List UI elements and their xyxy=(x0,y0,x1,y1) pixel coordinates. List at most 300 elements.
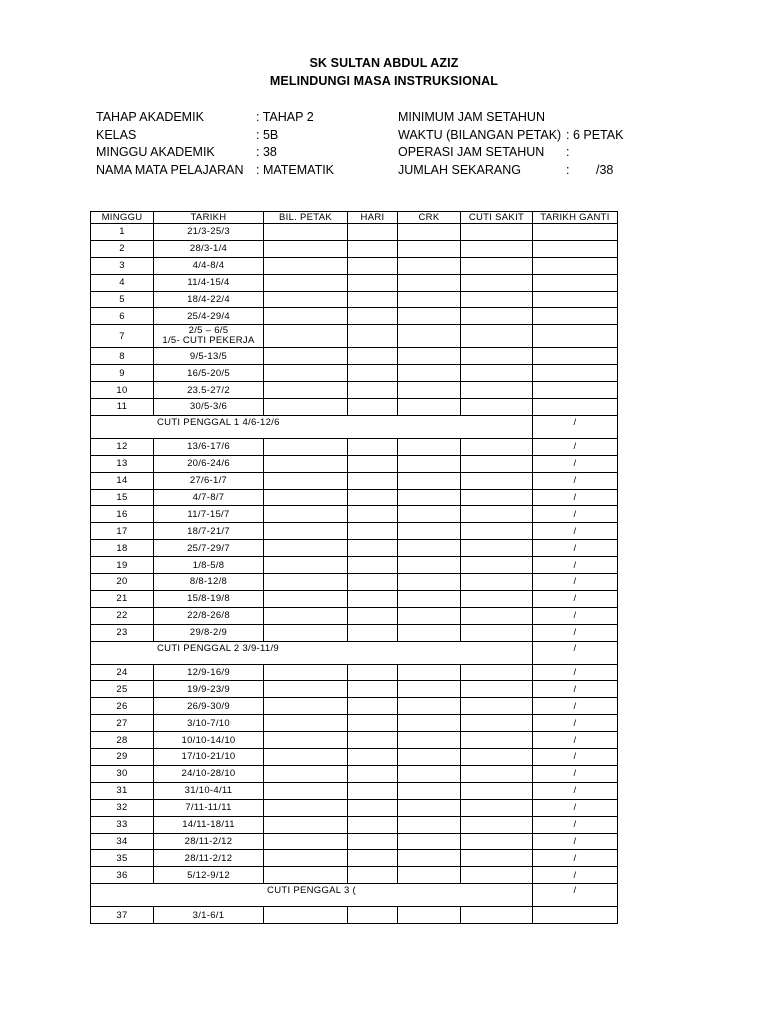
cell-cuti-sakit xyxy=(461,698,533,715)
cell-bil-petak xyxy=(264,523,348,540)
cell-cuti-sakit xyxy=(461,291,533,308)
cell-tarikh-ganti: / xyxy=(533,850,618,867)
cell-cuti-sakit xyxy=(461,325,533,348)
cell-tarikh-ganti xyxy=(533,907,618,924)
column-header-tarikh-ganti: TARIKH GANTI xyxy=(533,212,618,224)
cell-bil-petak xyxy=(264,574,348,591)
cell-minggu: 33 xyxy=(91,816,154,833)
cell-crk xyxy=(398,348,461,365)
cell-minggu: 24 xyxy=(91,664,154,681)
cell-crk xyxy=(398,399,461,416)
cell-tarikh: 9/5-13/5 xyxy=(154,348,264,365)
table-header-row xyxy=(91,212,618,224)
cell-bil-petak xyxy=(264,399,348,416)
cell-tarikh: 19/9-23/9 xyxy=(154,681,264,698)
cell-tarikh: 22/8-26/8 xyxy=(154,607,264,624)
info-row-minggu xyxy=(96,144,656,162)
table-row xyxy=(91,624,618,641)
cell-tarikh-ganti: / xyxy=(533,664,618,681)
cell-bil-petak xyxy=(264,365,348,382)
cell-hari xyxy=(348,749,398,766)
cell-bil-petak xyxy=(264,257,348,274)
table-row xyxy=(91,472,618,489)
cell-hari xyxy=(348,590,398,607)
cell-tarikh-ganti: / xyxy=(533,489,618,506)
table-row xyxy=(91,607,618,624)
cell-crk xyxy=(398,240,461,257)
cell-hari xyxy=(348,489,398,506)
cell-tarikh-ganti: / xyxy=(533,816,618,833)
cell-tarikh-ganti: / xyxy=(533,867,618,884)
cell-bil-petak xyxy=(264,907,348,924)
cell-tarikh-ganti: / xyxy=(533,607,618,624)
cell-bil-petak xyxy=(264,799,348,816)
table-row xyxy=(91,382,618,399)
cell-cuti-sakit xyxy=(461,749,533,766)
cell-tarikh: 10/10-14/10 xyxy=(154,732,264,749)
cell-tarikh-ganti: / xyxy=(533,698,618,715)
table-row xyxy=(91,664,618,681)
cell-crk xyxy=(398,664,461,681)
cell-minggu: 20 xyxy=(91,574,154,591)
cell-minggu: 4 xyxy=(91,274,154,291)
cell-tarikh: 21/3-25/3 xyxy=(154,224,264,241)
cell-tarikh: 18/7-21/7 xyxy=(154,523,264,540)
cell-minggu: 18 xyxy=(91,540,154,557)
cell-minggu: 28 xyxy=(91,732,154,749)
table-row xyxy=(91,415,618,438)
cell-crk xyxy=(398,799,461,816)
cell-minggu: 29 xyxy=(91,749,154,766)
cell-crk xyxy=(398,382,461,399)
table-row xyxy=(91,884,618,907)
table-row xyxy=(91,850,618,867)
cell-tarikh: 28/11-2/12 xyxy=(154,833,264,850)
info-label: JUMLAH SEKARANG xyxy=(398,162,521,177)
cell-crk xyxy=(398,365,461,382)
cell-hari xyxy=(348,816,398,833)
cell-tarikh: 25/4-29/4 xyxy=(154,308,264,325)
cell-bil-petak xyxy=(264,833,348,850)
cell-crk xyxy=(398,557,461,574)
cell-crk xyxy=(398,607,461,624)
cell-tarikh: 13/6-17/6 xyxy=(154,438,264,455)
cell-minggu: 3 xyxy=(91,257,154,274)
cell-hari xyxy=(348,472,398,489)
cell-tarikh-ganti: / xyxy=(533,715,618,732)
cell-crk xyxy=(398,523,461,540)
cell-bil-petak xyxy=(264,732,348,749)
cell-cuti-sakit xyxy=(461,765,533,782)
cell-crk xyxy=(398,850,461,867)
cell-cuti-sakit xyxy=(461,257,533,274)
cell-crk xyxy=(398,732,461,749)
cell-minggu: 30 xyxy=(91,765,154,782)
cell-minggu: 35 xyxy=(91,850,154,867)
cell-tarikh: 23.5-27/2 xyxy=(154,382,264,399)
table-row xyxy=(91,240,618,257)
cell-tarikh-ganti xyxy=(533,325,618,348)
table-row xyxy=(91,641,618,664)
cell-hari xyxy=(348,799,398,816)
cell-cuti-sakit xyxy=(461,782,533,799)
cell-crk xyxy=(398,455,461,472)
cell-tarikh: 30/5-3/6 xyxy=(154,399,264,416)
cell-cuti-penggal: CUTI PENGGAL 3 ( xyxy=(91,884,533,907)
cell-tarikh: 15/8-19/8 xyxy=(154,590,264,607)
cell-minggu: 7 xyxy=(91,325,154,348)
cell-crk xyxy=(398,833,461,850)
cell-hari xyxy=(348,523,398,540)
cell-crk xyxy=(398,624,461,641)
cell-cuti-sakit xyxy=(461,607,533,624)
cell-minggu: 15 xyxy=(91,489,154,506)
cell-cuti-sakit xyxy=(461,681,533,698)
cell-tarikh-ganti: / xyxy=(533,732,618,749)
cell-tarikh-ganti xyxy=(533,274,618,291)
cell-cuti-sakit xyxy=(461,540,533,557)
cell-crk xyxy=(398,274,461,291)
cell-hari xyxy=(348,274,398,291)
cell-tarikh: 14/11-18/11 xyxy=(154,816,264,833)
cell-cuti-sakit xyxy=(461,907,533,924)
cell-crk xyxy=(398,681,461,698)
table-row xyxy=(91,765,618,782)
cell-hari xyxy=(348,382,398,399)
cell-bil-petak xyxy=(264,506,348,523)
cell-tarikh-ganti: / xyxy=(533,455,618,472)
cell-cuti-sakit xyxy=(461,274,533,291)
cell-minggu: 9 xyxy=(91,365,154,382)
cell-hari xyxy=(348,455,398,472)
cell-minggu: 13 xyxy=(91,455,154,472)
table-row xyxy=(91,438,618,455)
cell-hari xyxy=(348,540,398,557)
cell-tarikh-ganti xyxy=(533,240,618,257)
cell-cuti-sakit xyxy=(461,867,533,884)
cell-bil-petak xyxy=(264,698,348,715)
table-row xyxy=(91,681,618,698)
info-label: MINIMUM JAM SETAHUN xyxy=(398,110,545,124)
cell-minggu: 2 xyxy=(91,240,154,257)
cell-tarikh-ganti: / xyxy=(533,799,618,816)
cell-tarikh: 26/9-30/9 xyxy=(154,698,264,715)
table-row xyxy=(91,715,618,732)
cell-cuti-sakit xyxy=(461,348,533,365)
table-row xyxy=(91,274,618,291)
cell-cuti-sakit xyxy=(461,489,533,506)
cell-cuti-sakit xyxy=(461,715,533,732)
info-block xyxy=(96,109,656,179)
table-row xyxy=(91,540,618,557)
cell-minggu: 17 xyxy=(91,523,154,540)
cell-crk xyxy=(398,472,461,489)
cell-hari xyxy=(348,325,398,348)
cell-bil-petak xyxy=(264,540,348,557)
cell-tarikh: 8/8-12/8 xyxy=(154,574,264,591)
info-row-tahap xyxy=(96,109,656,127)
column-header-hari: HARI xyxy=(348,212,398,224)
table-row xyxy=(91,325,618,348)
cell-hari xyxy=(348,664,398,681)
cell-minggu: 22 xyxy=(91,607,154,624)
cell-hari xyxy=(348,240,398,257)
cell-hari xyxy=(348,850,398,867)
cell-hari xyxy=(348,348,398,365)
cell-tarikh: 5/12-9/12 xyxy=(154,867,264,884)
info-value: : TAHAP 2 xyxy=(256,110,314,124)
cell-tarikh: 4/7-8/7 xyxy=(154,489,264,506)
cell-minggu: 31 xyxy=(91,782,154,799)
cell-bil-petak xyxy=(264,664,348,681)
cell-tarikh-ganti: / xyxy=(533,506,618,523)
cell-hari xyxy=(348,624,398,641)
cell-cuti-sakit xyxy=(461,816,533,833)
cell-cuti-sakit xyxy=(461,799,533,816)
table-row xyxy=(91,257,618,274)
table-row xyxy=(91,816,618,833)
cell-bil-petak xyxy=(264,308,348,325)
cell-tarikh-ganti: / xyxy=(533,438,618,455)
cell-bil-petak xyxy=(264,715,348,732)
cell-tarikh: 7/11-11/11 xyxy=(154,799,264,816)
cell-tarikh-ganti: / xyxy=(533,765,618,782)
cell-bil-petak xyxy=(264,325,348,348)
table-row xyxy=(91,489,618,506)
table-row xyxy=(91,698,618,715)
info-label: KELAS xyxy=(96,127,137,142)
cell-bil-petak xyxy=(264,681,348,698)
cell-minggu: 1 xyxy=(91,224,154,241)
table-body xyxy=(91,224,618,924)
table-row xyxy=(91,574,618,591)
cell-cuti-sakit xyxy=(461,833,533,850)
cell-tarikh-ganti xyxy=(533,308,618,325)
table-row xyxy=(91,399,618,416)
column-header-cuti-sakit: CUTI SAKIT xyxy=(461,212,533,224)
cell-hari xyxy=(348,782,398,799)
cell-tarikh-line: 2/5 – 6/5 xyxy=(188,324,229,336)
table-row xyxy=(91,749,618,766)
cell-tarikh xyxy=(154,325,264,348)
cell-tarikh: 1/8-5/8 xyxy=(154,557,264,574)
cell-cuti-sakit xyxy=(461,455,533,472)
cell-tarikh-ganti: / xyxy=(533,540,618,557)
cell-minggu: 12 xyxy=(91,438,154,455)
cell-tarikh: 17/10-21/10 xyxy=(154,749,264,766)
cell-bil-petak xyxy=(264,624,348,641)
cell-bil-petak xyxy=(264,765,348,782)
cell-cuti-sakit xyxy=(461,308,533,325)
table-row xyxy=(91,557,618,574)
cell-tarikh: 28/3-1/4 xyxy=(154,240,264,257)
cell-crk xyxy=(398,308,461,325)
cell-crk xyxy=(398,574,461,591)
cell-minggu: 26 xyxy=(91,698,154,715)
cell-tarikh-ganti: / xyxy=(533,641,618,664)
cell-crk xyxy=(398,224,461,241)
table-row xyxy=(91,365,618,382)
cell-tarikh: 12/9-16/9 xyxy=(154,664,264,681)
cell-tarikh: 4/4-8/4 xyxy=(154,257,264,274)
info-label: MINGGU AKADEMIK xyxy=(96,145,215,159)
cell-crk xyxy=(398,907,461,924)
cell-hari xyxy=(348,399,398,416)
cell-crk xyxy=(398,749,461,766)
cell-crk xyxy=(398,506,461,523)
cell-tarikh: 11/7-15/7 xyxy=(154,506,264,523)
cell-cuti-penggal: CUTI PENGGAL 1 4/6-12/6 xyxy=(91,415,533,438)
cell-bil-petak xyxy=(264,472,348,489)
cell-hari xyxy=(348,607,398,624)
cell-bil-petak xyxy=(264,749,348,766)
cell-tarikh-ganti: / xyxy=(533,884,618,907)
cell-tarikh-ganti xyxy=(533,365,618,382)
cell-hari xyxy=(348,557,398,574)
cell-bil-petak xyxy=(264,455,348,472)
cell-hari xyxy=(348,907,398,924)
table-row xyxy=(91,732,618,749)
cell-tarikh: 16/5-20/5 xyxy=(154,365,264,382)
cell-bil-petak xyxy=(264,607,348,624)
cell-minggu: 5 xyxy=(91,291,154,308)
info-value: : xyxy=(566,145,570,159)
cell-bil-petak xyxy=(264,438,348,455)
cell-crk xyxy=(398,867,461,884)
cell-hari xyxy=(348,291,398,308)
cell-hari xyxy=(348,765,398,782)
cell-cuti-sakit xyxy=(461,664,533,681)
column-header-crk: CRK xyxy=(398,212,461,224)
cell-tarikh: 24/10-28/10 xyxy=(154,765,264,782)
info-label: WAKTU (BILANGAN PETAK) xyxy=(398,127,562,142)
cell-minggu: 36 xyxy=(91,867,154,884)
cell-tarikh-ganti: / xyxy=(533,557,618,574)
cell-tarikh-ganti: / xyxy=(533,523,618,540)
cell-tarikh-ganti xyxy=(533,224,618,241)
cell-tarikh: 25/7-29/7 xyxy=(154,540,264,557)
cell-crk xyxy=(398,698,461,715)
cell-hari xyxy=(348,833,398,850)
cell-crk xyxy=(398,782,461,799)
table-row xyxy=(91,506,618,523)
table-row xyxy=(91,782,618,799)
cell-bil-petak xyxy=(264,590,348,607)
cell-tarikh-note: 1/5- CUTI PEKERJA xyxy=(162,335,255,347)
cell-crk xyxy=(398,816,461,833)
cell-cuti-sakit xyxy=(461,590,533,607)
cell-crk xyxy=(398,325,461,348)
info-value: : MATEMATIK xyxy=(256,162,335,177)
table-row xyxy=(91,224,618,241)
cell-tarikh-ganti: / xyxy=(533,833,618,850)
cell-cuti-sakit xyxy=(461,732,533,749)
cell-hari xyxy=(348,365,398,382)
cell-crk xyxy=(398,765,461,782)
column-header-bil-petak: BIL. PETAK xyxy=(264,212,348,224)
cell-bil-petak xyxy=(264,816,348,833)
cell-bil-petak xyxy=(264,489,348,506)
cell-tarikh-ganti xyxy=(533,399,618,416)
cell-cuti-sakit xyxy=(461,557,533,574)
cell-cuti-sakit xyxy=(461,240,533,257)
cell-tarikh-ganti: / xyxy=(533,472,618,489)
cell-tarikh-ganti xyxy=(533,382,618,399)
cell-bil-petak xyxy=(264,557,348,574)
cell-tarikh: 18/4-22/4 xyxy=(154,291,264,308)
cell-hari xyxy=(348,308,398,325)
cell-cuti-sakit xyxy=(461,224,533,241)
info-label: TAHAP AKADEMIK xyxy=(96,110,204,124)
cell-bil-petak xyxy=(264,240,348,257)
cell-hari xyxy=(348,574,398,591)
table-row xyxy=(91,799,618,816)
cell-cuti-sakit xyxy=(461,574,533,591)
table-row xyxy=(91,348,618,365)
cell-tarikh-ganti: / xyxy=(533,590,618,607)
cell-cuti-sakit xyxy=(461,624,533,641)
cell-bil-petak xyxy=(264,867,348,884)
cell-minggu: 21 xyxy=(91,590,154,607)
cell-tarikh: 28/11-2/12 xyxy=(154,850,264,867)
cell-hari xyxy=(348,732,398,749)
cell-hari xyxy=(348,224,398,241)
cell-crk xyxy=(398,590,461,607)
cell-tarikh-ganti xyxy=(533,257,618,274)
info-value: : 5B xyxy=(256,127,279,142)
table-row xyxy=(91,907,618,924)
cell-tarikh: 11/4-15/4 xyxy=(154,274,264,291)
cell-cuti-sakit xyxy=(461,472,533,489)
table-row xyxy=(91,291,618,308)
info-value: : 6 PETAK xyxy=(566,127,624,142)
cell-crk xyxy=(398,257,461,274)
cell-tarikh-ganti: / xyxy=(533,415,618,438)
cell-hari xyxy=(348,698,398,715)
cell-tarikh: 31/10-4/11 xyxy=(154,782,264,799)
cell-bil-petak xyxy=(264,348,348,365)
cell-minggu: 27 xyxy=(91,715,154,732)
document-subtitle: MELINDUNGI MASA INSTRUKSIONAL xyxy=(269,74,499,88)
table-row xyxy=(91,590,618,607)
cell-tarikh-ganti xyxy=(533,291,618,308)
cell-tarikh: 29/8-2/9 xyxy=(154,624,264,641)
cell-tarikh-ganti: / xyxy=(533,782,618,799)
cell-hari xyxy=(348,715,398,732)
school-title: SK SULTAN ABDUL AZIZ xyxy=(309,56,459,70)
info-label: NAMA MATA PELAJARAN xyxy=(96,162,244,177)
table-row xyxy=(91,867,618,884)
table-row xyxy=(91,523,618,540)
info-value: /38 xyxy=(596,162,614,177)
cell-minggu: 14 xyxy=(91,472,154,489)
cell-bil-petak xyxy=(264,382,348,399)
cell-cuti-sakit xyxy=(461,382,533,399)
cell-hari xyxy=(348,681,398,698)
cell-crk xyxy=(398,540,461,557)
cell-bil-petak xyxy=(264,224,348,241)
cell-cuti-sakit xyxy=(461,506,533,523)
cell-bil-petak xyxy=(264,291,348,308)
cell-tarikh: 3/1-6/1 xyxy=(154,907,264,924)
cell-minggu: 23 xyxy=(91,624,154,641)
cell-minggu: 11 xyxy=(91,399,154,416)
cell-tarikh: 20/6-24/6 xyxy=(154,455,264,472)
schedule-table xyxy=(90,211,618,924)
cell-crk xyxy=(398,715,461,732)
cell-cuti-sakit xyxy=(461,399,533,416)
cell-tarikh-ganti: / xyxy=(533,574,618,591)
